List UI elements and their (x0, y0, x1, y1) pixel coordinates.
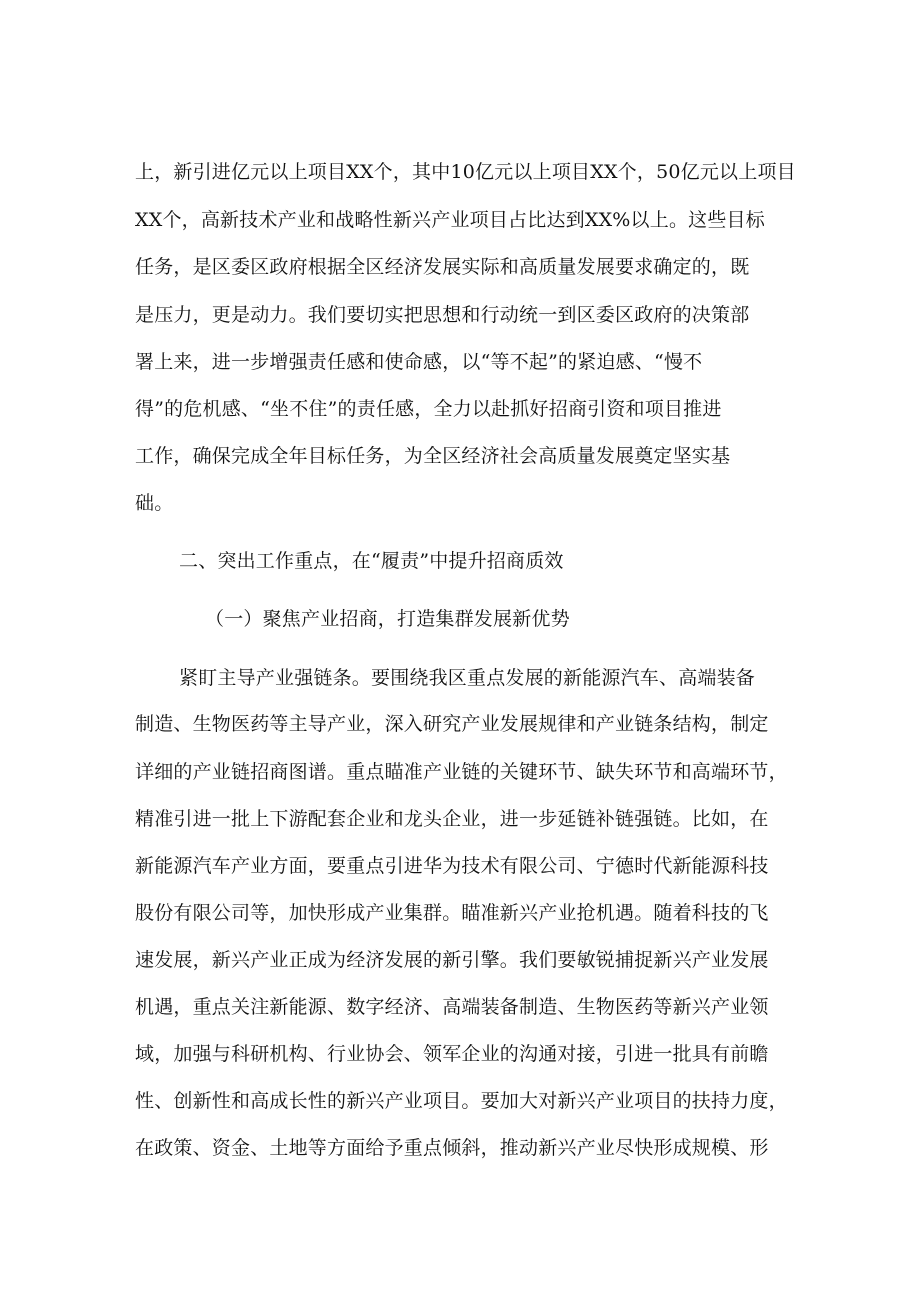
paragraph2-line-10: 性、创新性和高成长性的新兴产业项目。要加大对新兴产业项目的扶持力度， (135, 1090, 788, 1112)
paragraph1-line-3: 任务，是区委区政府根据全区经济发展实际和高质量发展要求确定的，既 (135, 256, 750, 278)
section-heading-2: 二、突出工作重点，在“履责”中提升招商质效 (179, 550, 564, 572)
paragraph1-line-4: 是压力，更是动力。我们要切实把思想和行动统一到区委区政府的决策部 (135, 304, 750, 326)
paragraph2-line-5: 新能源汽车产业方面，要重点引进华为技术有限公司、宁德时代新能源科技 (135, 855, 769, 877)
paragraph2-line-2: 制造、生物医药等主导产业，深入研究产业发展规律和产业链条结构，制定 (135, 713, 769, 735)
paragraph1-line-8: 础。 (135, 492, 174, 514)
paragraph2-line-7: 速发展，新兴产业正成为经济发展的新引擎。我们要敏锐捕捉新兴产业发展 (135, 949, 769, 971)
paragraph2-line-1: 紧盯主导产业强链条。要围绕我区重点发展的新能源汽车、高端装备 (179, 667, 756, 689)
paragraph1-line-2: XX个，高新技术产业和战略性新兴产业项目占比达到XX%以上。这些目标 (135, 209, 765, 231)
paragraph2-line-4: 精准引进一批上下游配套企业和龙头企业，进一步延链补链强链。比如，在 (135, 808, 769, 830)
paragraph2-line-6: 股份有限公司等，加快形成产业集群。瞄准新兴产业抢机遇。随着科技的飞 (135, 902, 769, 924)
paragraph2-line-9: 域，加强与科研机构、行业协会、领军企业的沟通对接，引进一批具有前瞻 (135, 1043, 769, 1065)
subheading-1: （一）聚焦产业招商，打造集群发展新优势 (205, 608, 570, 630)
paragraph2-line-3: 详细的产业链招商图谱。重点瞄准产业链的关键环节、缺失环节和高端环节， (135, 761, 788, 783)
paragraph1-line-7: 工作，确保完成全年目标任务，为全区经济社会高质量发展奠定坚实基 (135, 445, 731, 467)
paragraph1-line-6: 得”的危机感、“坐不住”的责任感，全力以赴抓好招商引资和项目推进 (135, 398, 722, 420)
paragraph1-line-1: 上，新引进亿元以上项目XX个，其中10亿元以上项目XX个，50亿元以上项目 (135, 161, 796, 183)
paragraph2-line-11: 在政策、资金、土地等方面给予重点倾斜，推动新兴产业尽快形成规模、形 (135, 1137, 769, 1159)
paragraph1-line-5: 署上来，进一步增强责任感和使命感，以“等不起”的紧迫感、“慢不 (135, 351, 703, 373)
paragraph2-line-8: 机遇，重点关注新能源、数字经济、高端装备制造、生物医药等新兴产业领 (135, 996, 769, 1018)
